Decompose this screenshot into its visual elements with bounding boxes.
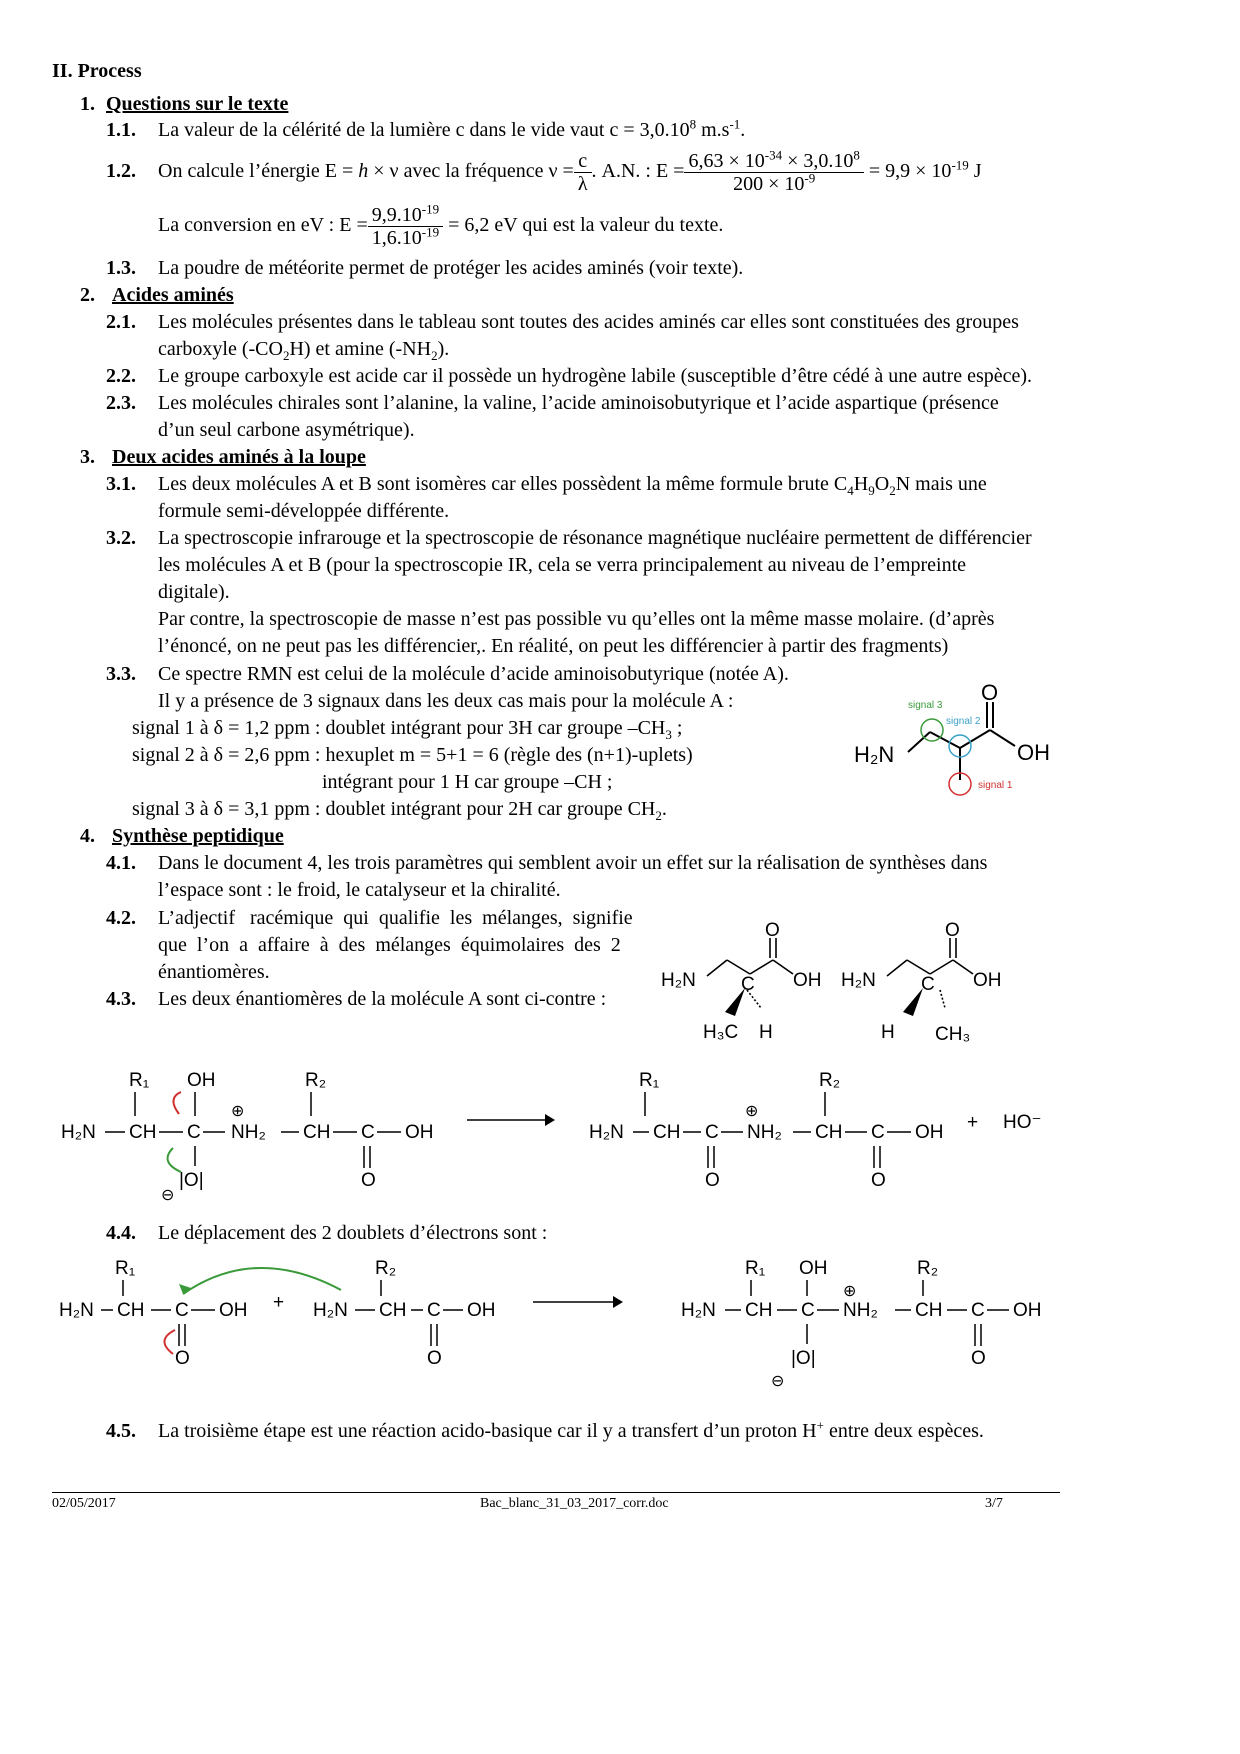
q12-text	[158, 144, 982, 198]
s2-arrow-head	[613, 1296, 623, 1308]
q12b-fraction	[368, 201, 443, 249]
fig-h2n: H₂N	[854, 742, 895, 767]
s1p-c1: C	[705, 1122, 719, 1143]
part4-number: 4.	[80, 825, 95, 847]
fig-signal3: signal 3	[908, 700, 943, 711]
s1-green-curved-arrow	[168, 1148, 181, 1172]
s1-r2: R₂	[305, 1070, 327, 1091]
en2-c: C	[921, 974, 935, 995]
part1-title: Questions sur le texte	[106, 93, 289, 115]
s2p-nh2: NH₂	[843, 1300, 878, 1321]
s1-r1: R₁	[129, 1070, 150, 1091]
q21-l2b: H) et amine (-NH	[289, 338, 432, 360]
q41-line2: l’espace sont : le froid, le catalyseur et la chiralité.	[158, 879, 561, 901]
s1p-ho: HO⁻	[1003, 1112, 1042, 1133]
s2-c2: C	[427, 1300, 441, 1321]
q42-line2: que l’on a affaire à des mélanges équimolaires des 2	[158, 934, 621, 956]
q32-line4: Par contre, la spectroscopie de masse n’est pas possible vu qu’elles ont la même masse molaire. (d’après	[158, 608, 995, 630]
s1p-r1: R₁	[639, 1070, 660, 1091]
fig-oh: OH	[1017, 740, 1050, 765]
q11-text	[158, 117, 745, 143]
q45-sup: +	[816, 1417, 824, 1433]
s1-c2: C	[361, 1122, 375, 1143]
q31-h: H	[853, 473, 869, 495]
s2-r2: R₂	[375, 1258, 397, 1279]
q22-number: 2.2.	[106, 365, 136, 387]
s1p-o2: O	[871, 1170, 886, 1191]
q21-line2	[158, 336, 449, 362]
part2-number: 2.	[80, 284, 95, 306]
section-title	[52, 58, 142, 84]
s2p-c1: C	[801, 1300, 815, 1321]
s1p-ch1: CH	[653, 1122, 681, 1143]
q44-number: 4.4.	[106, 1222, 136, 1244]
q33-line1: Ce spectre RMN est celui de la molécule d’acide aminoisobutyrique (notée A).	[158, 663, 789, 685]
s1p-r2: R₂	[819, 1070, 841, 1091]
s1p-oh: OH	[915, 1122, 944, 1143]
q12-mid: × ν avec la fréquence ν =	[368, 160, 574, 182]
q12-c: c	[574, 150, 592, 173]
q31-number: 3.1.	[106, 473, 136, 495]
fig-signal1: signal 1	[978, 780, 1013, 791]
s2-oh2: OH	[467, 1300, 496, 1321]
s1-c1: C	[187, 1122, 201, 1143]
nmr-molecule-figure	[850, 680, 1070, 805]
bond-c3-oh	[990, 730, 1015, 746]
s2p-c2: C	[971, 1300, 985, 1321]
q31-l1b: N mais une	[895, 473, 987, 495]
q23-number: 2.3.	[106, 392, 136, 414]
s1p-plus: +	[967, 1112, 979, 1133]
s1-plus-charge: ⊕	[231, 1103, 245, 1120]
s2-plus: +	[273, 1292, 285, 1313]
q11-exp2: -1	[729, 116, 741, 132]
en1-h3c: H₃C	[703, 1022, 739, 1043]
q12-lambda: λ	[577, 172, 588, 195]
s2-ch1: CH	[117, 1300, 145, 1321]
q44-text: Le déplacement des 2 doublets d’électrons sont :	[158, 1222, 548, 1244]
s1-ch2: CH	[303, 1122, 331, 1143]
q32-line1: La spectroscopie infrarouge et la spectroscopie de résonance magnétique nucléaire permettent de différencier	[158, 527, 1032, 549]
q33-signal3	[132, 796, 667, 822]
q42-line1: L’adjectif racémique qui qualifie les mélanges, signifie	[158, 907, 633, 929]
q12b-denominator	[368, 224, 443, 249]
s1p-nh2: NH₂	[747, 1122, 782, 1143]
s1-o: O	[361, 1170, 376, 1191]
wedge-right	[903, 988, 923, 1016]
s2-r1: R₁	[115, 1258, 136, 1279]
q11-exp: 8	[689, 116, 697, 132]
footer-filename: Bac_blanc_31_03_2017_corr.doc	[480, 1496, 669, 1511]
q12-denominator	[684, 170, 863, 195]
q33-signal1	[132, 715, 682, 741]
q31-o: O	[874, 473, 890, 495]
q11-post: .	[740, 119, 746, 141]
q11-mid: m.s	[696, 119, 730, 141]
q12-an: . A.N. : E =	[591, 160, 685, 182]
q31-line2: formule semi-développée différente.	[158, 500, 450, 522]
q43-text: Les deux énantiomères de la molécule A sont ci-contre :	[158, 988, 607, 1010]
en2-h: H	[881, 1022, 895, 1043]
q31-s2: 9	[868, 483, 875, 498]
s2p-ch1: CH	[745, 1300, 773, 1321]
q12-num-b: × 3,0.10	[782, 149, 854, 172]
fig-o: O	[981, 680, 999, 705]
en2-o: O	[945, 920, 960, 941]
q12b-text	[158, 198, 723, 252]
q33-signal2b: intégrant pour 1 H car groupe –CH ;	[322, 771, 613, 793]
q21-l2s2: 2	[431, 348, 438, 363]
q12-h: h	[358, 160, 369, 182]
s2-ch2: CH	[379, 1300, 407, 1321]
section-title-text: II. Process	[52, 60, 142, 82]
bond-n-c	[908, 732, 930, 752]
q12b-dexp: -19	[421, 224, 440, 240]
s2-h2n-b: H₂N	[313, 1300, 348, 1321]
reaction-scheme-2	[55, 1250, 1085, 1400]
q11-number: 1.1.	[106, 119, 136, 141]
q45-text	[158, 1418, 984, 1444]
q12-freq-fraction	[574, 150, 592, 195]
en2-ch3: CH₃	[935, 1024, 971, 1045]
q31-line1	[158, 471, 987, 497]
s2-c1: C	[175, 1300, 189, 1321]
s2p-oh: OH	[1013, 1300, 1042, 1321]
q33-signal2: signal 2 à δ = 2,6 ppm : hexuplet m = 5+1 = 6 (règle des (n+1)-uplets)	[132, 744, 693, 766]
bond-c2-c3	[960, 730, 990, 748]
q33-s3a: signal 3 à δ = 3,1 ppm : doublet intégrant pour 2H car groupe CH	[132, 798, 656, 820]
s1-red-curved-arrow	[173, 1092, 181, 1114]
q12-num-a: 6,63 × 10	[688, 149, 765, 172]
q41-number: 4.1.	[106, 852, 136, 874]
q33-s1s: 3	[665, 727, 672, 742]
q12-unit: J	[968, 160, 982, 182]
q42-number: 4.2.	[106, 907, 136, 929]
s2-green-arrow-head	[179, 1284, 191, 1294]
en2-oh: OH	[973, 970, 1002, 991]
s2p-oh-top: OH	[799, 1258, 828, 1279]
s1-minus: ⊖	[161, 1187, 175, 1202]
q21-l2s: 2	[282, 348, 290, 363]
q33-s1b: ;	[671, 717, 683, 739]
q22-text: Le groupe carboxyle est acide car il possède un hydrogène labile (susceptible d’être cédé à une autre espèce).	[158, 365, 1033, 387]
q12-result-exp: -19	[951, 157, 969, 173]
en1-o: O	[765, 920, 780, 941]
q12b-pre: La conversion en eV : E =	[158, 214, 368, 236]
q12-num-exp: -34	[764, 147, 783, 163]
en1-oh: OH	[793, 970, 822, 991]
q21-line1: Les molécules présentes dans le tableau sont toutes des acides aminés car elles sont constituées des groupes	[158, 311, 1019, 333]
q21-l2a: carboxyle (-CO	[158, 338, 283, 360]
q12-energy-fraction	[684, 147, 863, 195]
s2p-plus-charge: ⊕	[843, 1283, 857, 1300]
q43-number: 4.3.	[106, 988, 136, 1010]
part4-title: Synthèse peptidique	[112, 825, 284, 847]
q33-s3b: .	[661, 798, 667, 820]
s1p-c2: C	[871, 1122, 885, 1143]
en1-c: C	[741, 974, 755, 995]
footer-rule	[52, 1492, 1060, 1493]
q12b-post: = 6,2 eV qui est la valeur du texte.	[448, 214, 724, 236]
q45-number: 4.5.	[106, 1420, 136, 1442]
q32-line3: digitale).	[158, 581, 230, 603]
s2p-r1: R₁	[745, 1258, 766, 1279]
q33-s3s: 2	[655, 808, 662, 823]
q32-line2: les molécules A et B (pour la spectroscopie IR, cela se verra principalement au niveau de l’empreinte	[158, 554, 967, 576]
en1-h2n: H₂N	[661, 970, 696, 991]
q21-number: 2.1.	[106, 311, 136, 333]
q13-text: La poudre de météorite permet de protéger les acides aminés (voir texte).	[158, 257, 744, 279]
s2p-ch2: CH	[915, 1300, 943, 1321]
s2p-h2n: H₂N	[681, 1300, 716, 1321]
q12-number: 1.2.	[106, 160, 136, 182]
enantiomers-figure	[655, 918, 1025, 1048]
en1-h: H	[759, 1022, 773, 1043]
q13-number: 1.3.	[106, 257, 136, 279]
s2-o1: O	[175, 1348, 190, 1369]
footer-page: 3/7	[985, 1496, 1003, 1511]
s1-oh-top: OH	[187, 1070, 216, 1091]
q12-pre: On calcule l’énergie E =	[158, 160, 359, 182]
q23-line1: Les molécules chirales sont l’alanine, la valine, l’acide aminoisobutyrique et l’acide aspartique (présence	[158, 392, 999, 414]
q45-pre: La troisième étape est une réaction acido-basique car il y a transfert d’un proton H	[158, 1420, 817, 1442]
q41-line1: Dans le document 4, les trois paramètres qui semblent avoir un effet sur la réalisation de synthèses dans	[158, 852, 988, 874]
q12b-n: 9,9.10	[371, 203, 422, 226]
s1p-o1: O	[705, 1170, 720, 1191]
q21-l2c: ).	[437, 338, 450, 360]
part1-number: 1.	[80, 93, 95, 115]
q12-result: = 9,9 × 10	[863, 160, 952, 182]
s1p-ch2: CH	[815, 1122, 843, 1143]
s2-o2: O	[427, 1348, 442, 1369]
q42-line3: énantiomères.	[158, 961, 270, 983]
s1p-plus-charge: ⊕	[745, 1103, 759, 1120]
s1-oo: |O|	[179, 1170, 204, 1191]
s2p-minus: ⊖	[771, 1373, 785, 1390]
q31-s3: 2	[889, 483, 896, 498]
q31-s1: 4	[847, 483, 854, 498]
q11-pre: La valeur de la célérité de la lumière c dans le vide vaut c = 3,0.10	[158, 119, 690, 141]
q45-post: entre deux espèces.	[823, 1420, 984, 1442]
q12-num-exp2: 8	[853, 147, 860, 163]
s2-green-curved-arrow	[183, 1268, 341, 1294]
part3-title: Deux acides aminés à la loupe	[112, 446, 366, 468]
q12-numerator	[684, 147, 863, 173]
footer-date: 02/05/2017	[52, 1496, 116, 1511]
s2-red-curved-arrow	[164, 1330, 175, 1354]
q23-line2: d’un seul carbone asymétrique).	[158, 419, 415, 441]
s1-ch1: CH	[129, 1122, 157, 1143]
s2-h2n: H₂N	[59, 1300, 94, 1321]
q12-den-exp: -9	[804, 170, 816, 186]
s1-h2n: H₂N	[61, 1122, 96, 1143]
s1-arrow-head	[545, 1114, 555, 1126]
part2-title: Acides aminés	[112, 284, 234, 306]
q12b-nexp: -19	[421, 201, 440, 217]
reaction-scheme-1	[55, 1062, 1085, 1202]
q32-number: 3.2.	[106, 527, 136, 549]
s1-oh: OH	[405, 1122, 434, 1143]
q33-number: 3.3.	[106, 663, 136, 685]
q12b-d: 1,6.10	[371, 226, 422, 249]
s2p-r2: R₂	[917, 1258, 939, 1279]
q12-den: 200 × 10	[733, 172, 805, 195]
q32-line5: l’énoncé, on ne peut pas les différencier,. En réalité, on peut les différencier à partir des fragments)	[158, 635, 949, 657]
en2-h2n: H₂N	[841, 970, 876, 991]
s2-oh1: OH	[219, 1300, 248, 1321]
signal3-circle	[921, 719, 943, 741]
s1-nh2: NH₂	[231, 1122, 266, 1143]
fig-signal2: signal 2	[946, 716, 981, 727]
s2p-oo: |O|	[791, 1348, 816, 1369]
q31-l1a: Les deux molécules A et B sont isomères car elles possèdent la même formule brute C	[158, 473, 848, 495]
s1p-h2n: H₂N	[589, 1122, 624, 1143]
q33-line2: Il y a présence de 3 signaux dans les deux cas mais pour la molécule A :	[158, 690, 734, 712]
part3-number: 3.	[80, 446, 95, 468]
s2p-o: O	[971, 1348, 986, 1369]
q33-s1a: signal 1 à δ = 1,2 ppm : doublet intégrant pour 3H car groupe –CH	[132, 717, 666, 739]
